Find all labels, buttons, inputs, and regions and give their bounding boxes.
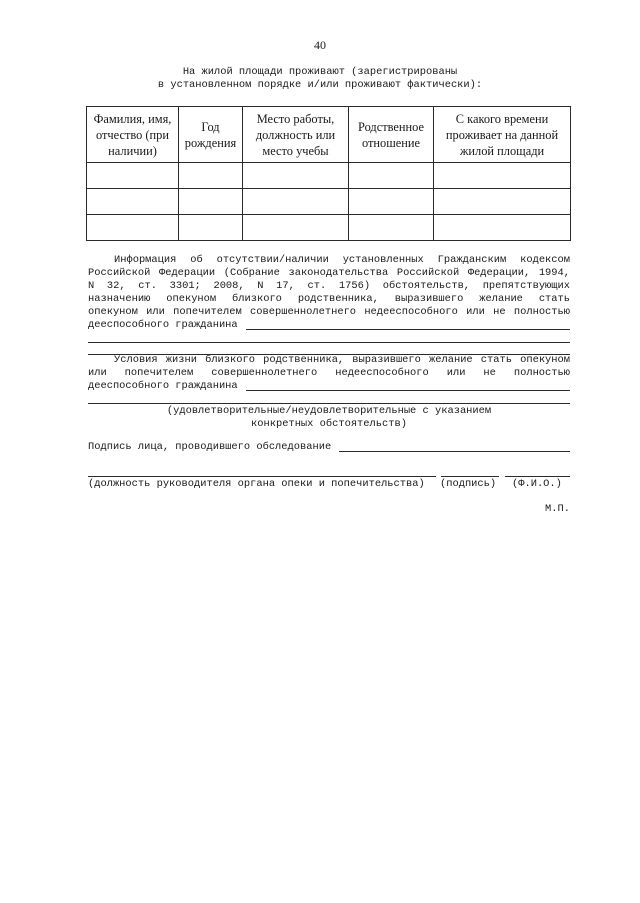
residents-table (86, 106, 571, 241)
signature-fill-line[interactable] (339, 451, 570, 452)
blank-line[interactable] (88, 403, 570, 404)
name-fill-line[interactable] (505, 476, 570, 477)
position-caption: (должность руководителя органа опеки и попечительства) (88, 478, 425, 490)
table-cell[interactable] (179, 189, 243, 215)
info-line-5: опекуном или попечителем совершеннолетнего недееспособного или не полностью (88, 306, 570, 318)
page-number: 40 (314, 38, 326, 52)
table-cell[interactable] (349, 189, 434, 215)
header-full-name: Фамилия, имя, отчество (при наличии) (87, 107, 179, 163)
conditions-hint-line-2: конкретных обстоятельств) (251, 418, 407, 430)
table-cell[interactable] (179, 215, 243, 241)
table-cell[interactable] (434, 215, 571, 241)
intro-line-1: На жилой площади проживают (зарегистрированы (182, 66, 458, 78)
info-line-3: N 32, ст. 3301; 2008, N 17, ст. 1756) обстоятельств, препятствующих (88, 280, 570, 292)
table-cell[interactable] (243, 215, 349, 241)
conditions-hint (88, 405, 570, 431)
signature-label: Подпись лица, проводившего обследование (88, 441, 332, 453)
table-cell[interactable] (87, 163, 179, 189)
info-line-4: назначению опекуном близкого родственника, выразившего желание стать (88, 293, 570, 305)
signature-fill-line[interactable] (441, 476, 499, 477)
table-cell[interactable] (87, 189, 179, 215)
table-cell[interactable] (434, 189, 571, 215)
signature-caption: (подпись) (440, 478, 497, 490)
header-relationship: Родственное отношение (349, 107, 434, 163)
header-workplace: Место работы, должность или место учебы (243, 107, 349, 163)
table-row (87, 163, 571, 189)
info-block (88, 254, 570, 332)
info-line-6: дееспособного гражданина (88, 319, 238, 331)
table-header-row (87, 107, 571, 163)
header-birth-year: Год рождения (179, 107, 243, 163)
position-fill-line[interactable] (88, 476, 436, 477)
conditions-block (88, 354, 570, 393)
name-caption: (Ф.И.О.) (512, 478, 562, 490)
info-line-6-row (88, 319, 570, 332)
table-cell[interactable] (349, 163, 434, 189)
table-cell[interactable] (243, 163, 349, 189)
header-residence-since: С какого времени проживает на данной жилой площади (434, 107, 571, 163)
intro-text (120, 66, 520, 92)
conditions-line-3-row (88, 380, 570, 393)
conditions-line-2: или попечителем совершеннолетнего недееспособного или не полностью (88, 367, 570, 379)
blank-line[interactable] (88, 342, 570, 343)
table-cell[interactable] (87, 215, 179, 241)
conditions-line-1: Условия жизни близкого родственника, выразившего желание стать опекуном (114, 354, 570, 366)
table-row (87, 189, 571, 215)
table-cell[interactable] (243, 189, 349, 215)
info-line-2: Российской Федерации (Собрание законодательства Российской Федерации, 1994, (88, 267, 570, 279)
table-cell[interactable] (179, 163, 243, 189)
info-fill-line[interactable] (246, 329, 570, 330)
info-line-1: Информация об отсутствии/наличии установленных Гражданским кодексом (114, 254, 570, 266)
intro-line-2: в установленном порядке и/или проживают фактически): (157, 79, 483, 91)
table-cell[interactable] (349, 215, 434, 241)
conditions-fill-line[interactable] (246, 390, 570, 391)
seal-mark: М.П. (545, 503, 570, 515)
signature-row (88, 441, 570, 454)
table-row (87, 215, 571, 241)
table-cell[interactable] (434, 163, 571, 189)
conditions-line-3: дееспособного гражданина (88, 380, 238, 392)
conditions-hint-line-1: (удовлетворительные/неудовлетворительные с указанием (166, 405, 492, 417)
